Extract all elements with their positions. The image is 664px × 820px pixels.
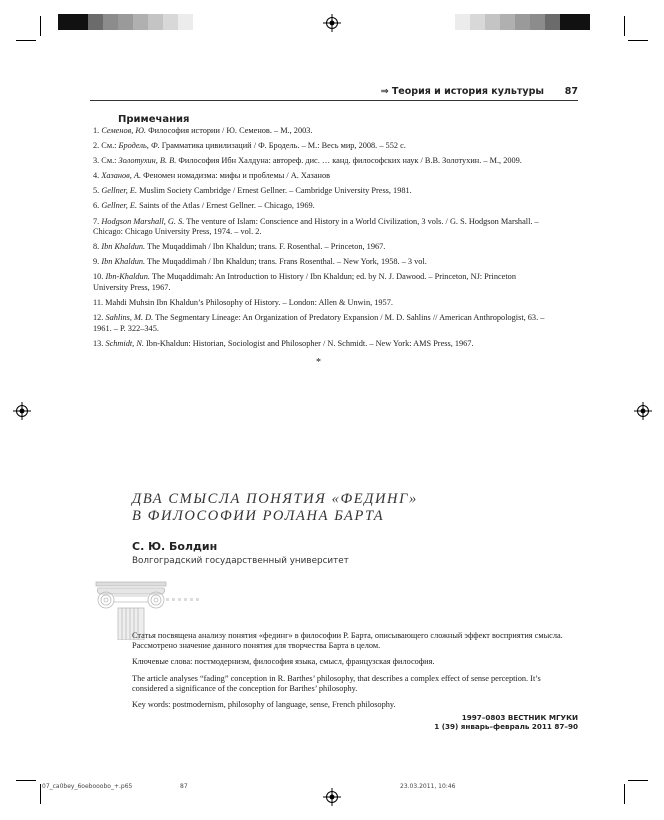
note-text: Феномен номадизма: мифы и проблемы / А. Хазанов: [143, 171, 331, 181]
note-item: [93, 242, 548, 253]
note-item: [93, 156, 548, 167]
note-item: [93, 257, 548, 268]
color-swatch: [470, 14, 485, 30]
note-author: Золотухин, В. В.: [118, 156, 177, 166]
color-bar-left: [58, 14, 193, 30]
note-item: [93, 126, 548, 137]
color-bar-right: [455, 14, 590, 30]
note-author: Хазанов, А.: [101, 171, 142, 181]
article-author: С. Ю. Болдин: [132, 540, 218, 553]
note-item: [93, 272, 548, 293]
section-end-mark: *: [316, 357, 321, 368]
notes-heading: Примечания: [118, 114, 190, 125]
color-swatch: [515, 14, 530, 30]
note-item: [93, 141, 548, 152]
journal-issue: 1 (39) январь–февраль 2011 87–90: [434, 722, 578, 731]
journal-info: [434, 713, 578, 731]
crop-mark: [40, 16, 41, 36]
note-number: 10.: [93, 272, 104, 282]
note-number: 6.: [93, 201, 100, 211]
slug-file: 07_ca0bey_6oebooobo_+.p65: [42, 783, 133, 790]
note-text: The Segmentary Lineage: An Organization of Predatory Expansion / M. D. Sahlins // American Anthropologist, 63. – 1961. – P. 322–345.: [93, 313, 545, 333]
note-item: [93, 313, 548, 334]
author-affiliation: Волгоградский государственный университет: [132, 556, 349, 566]
color-swatch: [485, 14, 500, 30]
section-title: ⇒ Теория и история культуры: [380, 86, 544, 97]
color-swatch: [455, 14, 470, 30]
article-title-line: ДВА СМЫСЛА ПОНЯТИЯ «ФЕДИНГ»: [132, 491, 418, 507]
note-author: Ibn Khaldun.: [101, 257, 146, 267]
note-item: [93, 298, 548, 309]
crop-mark: [624, 784, 625, 804]
note-number: 4.: [93, 171, 100, 181]
keywords-en: Key words: postmodernism, philosophy of language, sense, French philosophy.: [132, 700, 396, 710]
note-number: 7.: [93, 216, 100, 226]
note-text: The Muqaddimah / Ibn Khaldun; trans. F. Rosenthal. – Princeton, 1967.: [147, 242, 386, 252]
color-swatch: [58, 14, 73, 30]
note-text: Ibn-Khaldun: Historian, Sociologist and Philosopher / N. Schmidt. – New York: AMS Press, 1967.: [146, 338, 474, 348]
crop-mark: [628, 40, 648, 41]
color-swatch: [133, 14, 148, 30]
note-text: The venture of Islam: Conscience and History in a World Civilization, 3 vols. / G. S. Hodgson Marshall. – Chicago: Chicago University Press, 1974. – vol. 2.: [93, 216, 539, 237]
note-number: 2. См.:: [93, 141, 117, 151]
keywords-ru: Ключевые слова: постмодернизм, философия языка, смысл, французская философия.: [132, 657, 435, 667]
note-item: [93, 186, 548, 197]
page-number: 87: [564, 86, 578, 97]
note-author: Sahlins, M. D.: [105, 313, 154, 323]
note-number: 12.: [93, 313, 104, 323]
color-swatch: [118, 14, 133, 30]
note-text: Saints of the Atlas / Ernest Gellner. – Chicago, 1969.: [139, 201, 315, 211]
color-swatch: [575, 14, 590, 30]
article-title-line: В ФИЛОСОФИИ РОЛАНА БАРТА: [132, 508, 385, 524]
note-text: Muslim Society Cambridge / Ernest Gellner. – Cambridge University Press, 1981.: [139, 186, 412, 196]
note-author: Бродель, Ф.: [118, 141, 160, 151]
note-text: Философия истории / Ю. Семенов. – М., 2003.: [148, 126, 313, 135]
note-number: 3. См.:: [93, 156, 117, 166]
crop-mark: [628, 780, 648, 781]
article-abstract: [132, 631, 578, 716]
note-text: Грамматика цивилизаций / Ф. Бродель. – М.: Весь мир, 2008. – 552 с.: [161, 141, 406, 151]
abstract-ru: Статья посвящена анализу понятия «фединг» в философии Р. Барта, описывающего сложный эффект восприятия смысла. Рассмотрено значение данного понятия для творчества Барта в целом.: [132, 631, 563, 651]
note-author: Ibn Khaldun.: [101, 242, 146, 252]
note-item: [93, 171, 548, 182]
article-title: [132, 491, 418, 525]
note-author: Gellner, E.: [101, 201, 138, 211]
color-swatch: [103, 14, 118, 30]
note-author: Schmidt, N.: [105, 338, 144, 348]
note-item: [93, 201, 548, 212]
note-number: 8.: [93, 242, 100, 252]
registration-mark-icon: [634, 402, 652, 420]
color-swatch: [178, 14, 193, 30]
journal-issn: 1997–0803 ВЕСТНИК МГУКИ: [461, 713, 578, 722]
color-swatch: [73, 14, 88, 30]
note-author: Ibn-Khaldun.: [105, 272, 150, 282]
color-swatch: [545, 14, 560, 30]
slug-datetime: 23.03.2011, 10:46: [400, 783, 456, 790]
color-swatch: [163, 14, 178, 30]
note-item: [93, 339, 548, 350]
note-number: 5.: [93, 186, 100, 196]
note-text: The Muqaddimah / Ibn Khaldun; trans. Frans Rosenthal. – New York, 1958. – 3 vol.: [147, 257, 427, 267]
slug-page: 87: [180, 783, 188, 790]
note-author: Семенов, Ю.: [101, 126, 147, 135]
color-swatch: [530, 14, 545, 30]
crop-mark: [16, 40, 36, 41]
note-author: Hodgson Marshall, G. S.: [101, 216, 185, 226]
note-item: [93, 217, 548, 238]
note-text: The Muqaddimah: An Introduction to History / Ibn Khaldun; ed. by N. J. Dawood. – Princeton, NJ: Princeton University Press, 1967.: [93, 272, 516, 292]
color-swatch: [148, 14, 163, 30]
header-rule: [90, 100, 578, 101]
note-number: 11.: [93, 297, 104, 307]
color-swatch: [88, 14, 103, 30]
crop-mark: [624, 16, 625, 36]
registration-mark-icon: [323, 14, 341, 32]
note-number: 13.: [93, 338, 104, 348]
note-author: Gellner, E.: [101, 186, 138, 196]
color-swatch: [560, 14, 575, 30]
crop-mark: [16, 780, 36, 781]
note-number: 9.: [93, 257, 100, 267]
crop-mark: [40, 784, 41, 804]
note-number: 1.: [93, 126, 100, 135]
notes-list: [93, 126, 548, 354]
note-text: Mahdi Muhsin Ibn Khaldun’s Philosophy of History. – London: Allen & Unwin, 1957.: [105, 297, 393, 307]
registration-mark-icon: [13, 402, 31, 420]
registration-mark-icon: [323, 788, 341, 806]
abstract-en: The article analyses “fading” conception in R. Barthes’ philosophy, that describes a complex effect of sense perception. It’s considered a significance of the conception for Barthes’ philosophy.: [132, 673, 541, 693]
note-text: Философия Ибн Халдуна: автореф. дис. … канд. философских наук / В.В. Золотухин. – М., 2009.: [178, 156, 522, 166]
color-swatch: [500, 14, 515, 30]
